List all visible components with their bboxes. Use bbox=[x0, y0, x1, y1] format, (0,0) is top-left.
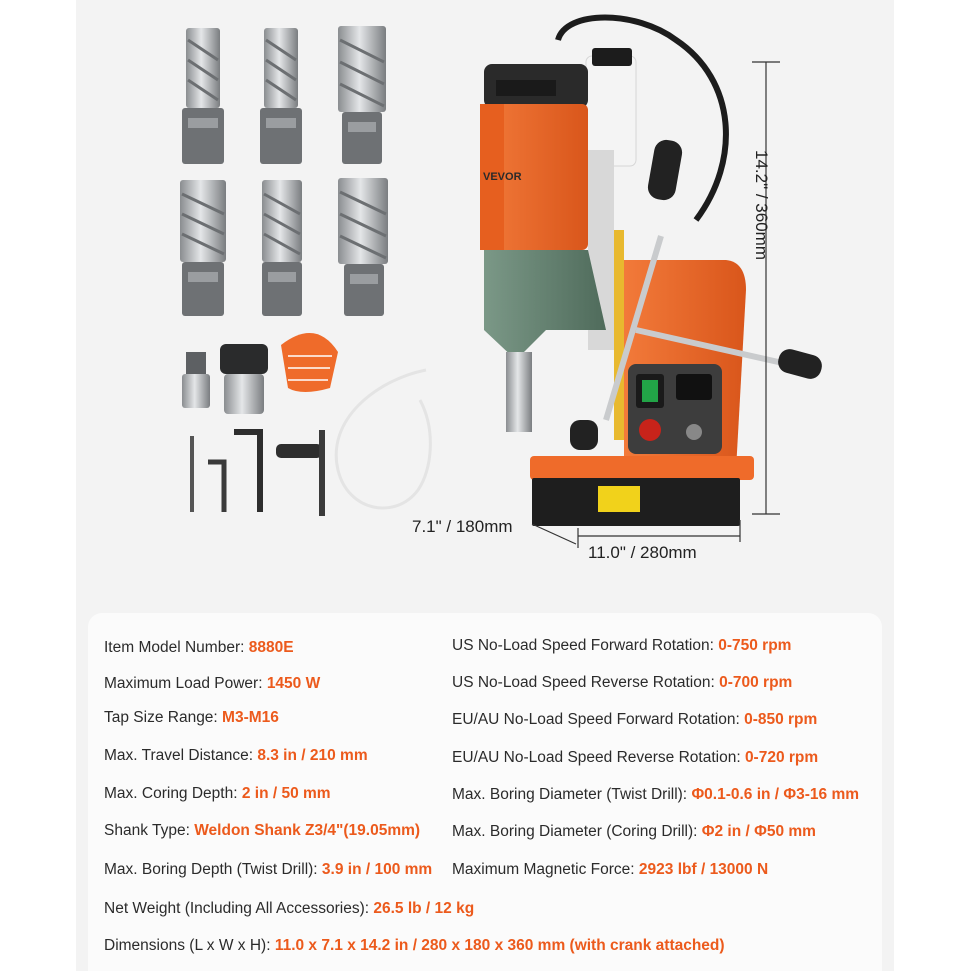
spec-value: M3-M16 bbox=[222, 709, 279, 726]
safety-strap-icon bbox=[281, 333, 338, 392]
spec-label: Max. Coring Depth: bbox=[104, 785, 242, 802]
accessory-items bbox=[182, 333, 430, 516]
spec-row-magnetic-force bbox=[452, 861, 768, 879]
magnetic-drill-press bbox=[480, 18, 824, 527]
spec-row-us-forward bbox=[452, 637, 791, 655]
spec-value: 8880E bbox=[248, 639, 294, 656]
spec-label: Maximum Magnetic Force: bbox=[452, 861, 639, 878]
spec-value: 11.0 x 7.1 x 14.2 in / 280 x 180 x 360 mm (with crank attached) bbox=[274, 937, 725, 954]
arbor-adapter-icon bbox=[182, 352, 210, 408]
annular-cutter-icon bbox=[338, 26, 386, 164]
spec-row-weight bbox=[104, 900, 474, 918]
spec-value: Φ2 in / Φ50 mm bbox=[701, 823, 816, 840]
coolant-tube-icon bbox=[336, 370, 430, 508]
spec-row-twist-diameter bbox=[452, 786, 859, 804]
depth-dimension-label: 7.1" / 180mm bbox=[412, 517, 513, 536]
spec-label: Tap Size Range: bbox=[104, 709, 223, 726]
spec-value: 0-750 rpm bbox=[718, 637, 792, 654]
spec-row-eu-reverse bbox=[452, 749, 818, 767]
spec-label: Max. Travel Distance: bbox=[104, 747, 258, 764]
allen-key-icon bbox=[192, 432, 260, 512]
spec-row-us-reverse bbox=[452, 674, 792, 692]
spec-panel bbox=[88, 613, 882, 971]
annular-cutter-icon bbox=[338, 178, 388, 316]
spec-row-coring-depth bbox=[104, 785, 331, 803]
brand-logo: VEVOR bbox=[483, 171, 522, 183]
annular-cutter-icon bbox=[180, 180, 226, 316]
spec-value: 0-700 rpm bbox=[719, 674, 793, 691]
spec-row-tap-size bbox=[104, 709, 279, 727]
spec-label: Max. Boring Diameter (Twist Drill): bbox=[452, 786, 692, 803]
spec-label: Max. Boring Diameter (Coring Drill): bbox=[452, 823, 702, 840]
spec-value: 8.3 in / 210 mm bbox=[257, 747, 368, 764]
chuck-key-icon bbox=[276, 430, 322, 516]
annular-cutter-icon bbox=[182, 28, 224, 164]
spec-label: Net Weight (Including All Accessories): bbox=[104, 900, 374, 917]
spec-value: 0-850 rpm bbox=[744, 711, 818, 728]
product-illustration bbox=[76, 0, 894, 600]
spec-label: EU/AU No-Load Speed Forward Rotation: bbox=[452, 711, 745, 728]
spec-label: Max. Boring Depth (Twist Drill): bbox=[104, 861, 322, 878]
spec-row-travel bbox=[104, 747, 368, 765]
spec-label: Dimensions (L x W x H): bbox=[104, 937, 275, 954]
spec-row-dimensions bbox=[104, 937, 725, 955]
spec-row-model bbox=[104, 639, 294, 657]
spec-value: 26.5 lb / 12 kg bbox=[373, 900, 475, 917]
spec-row-eu-forward bbox=[452, 711, 817, 729]
spec-label: Maximum Load Power: bbox=[104, 675, 267, 692]
spec-value: Weldon Shank Z3/4"(19.05mm) bbox=[194, 822, 421, 839]
spec-value: 2923 lbf / 13000 N bbox=[638, 861, 769, 878]
spec-label: EU/AU No-Load Speed Reverse Rotation: bbox=[452, 749, 745, 766]
drill-chuck-icon bbox=[220, 344, 268, 414]
height-dimension-label: 14.2" / 360mm bbox=[752, 150, 771, 260]
spec-label: Item Model Number: bbox=[104, 639, 249, 656]
annular-cutter-icon bbox=[262, 180, 302, 316]
spec-row-shank bbox=[104, 822, 420, 840]
annular-cutters bbox=[180, 26, 388, 316]
spec-value: 2 in / 50 mm bbox=[241, 785, 331, 802]
spec-value: 0-720 rpm bbox=[744, 749, 819, 766]
spec-value: 3.9 in / 100 mm bbox=[321, 861, 433, 878]
spec-row-coring-diameter bbox=[452, 823, 816, 841]
spec-value: 1450 W bbox=[266, 675, 321, 692]
spec-label: US No-Load Speed Forward Rotation: bbox=[452, 637, 719, 654]
spec-label: US No-Load Speed Reverse Rotation: bbox=[452, 674, 720, 691]
spec-row-boring-depth bbox=[104, 861, 432, 879]
annular-cutter-icon bbox=[260, 28, 302, 164]
product-image bbox=[76, 0, 894, 971]
spec-row-power bbox=[104, 675, 320, 693]
spec-label: Shank Type: bbox=[104, 822, 195, 839]
width-dimension-label: 11.0" / 280mm bbox=[588, 543, 697, 562]
spec-value: Φ0.1-0.6 in / Φ3-16 mm bbox=[691, 786, 860, 803]
